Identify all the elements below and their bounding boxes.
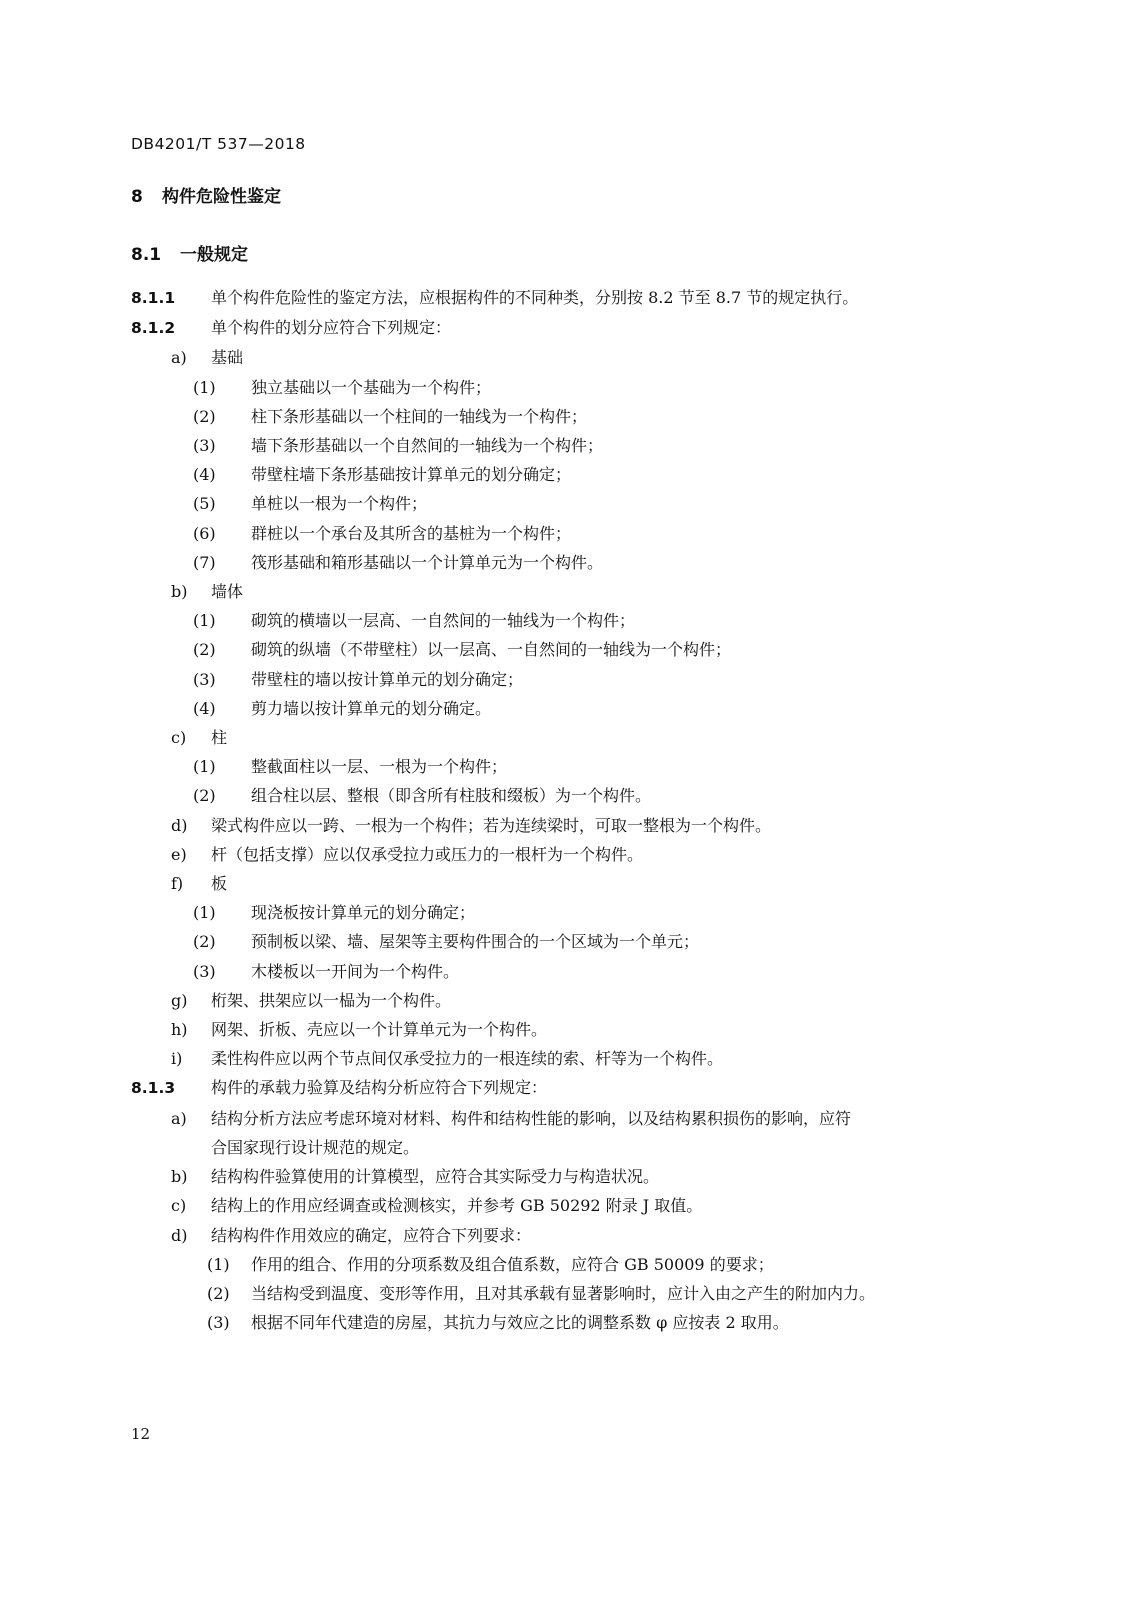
item-marker: b) [171, 1167, 188, 1187]
clause-line [131, 1073, 1011, 1103]
item-marker: i) [171, 1049, 183, 1069]
item-text: 网架、折板、壳应以一个计算单元为一个构件。 [211, 1020, 548, 1040]
subsection-heading [131, 240, 248, 265]
item-marker: (1) [193, 377, 216, 397]
list-item [131, 489, 1011, 518]
list-item [131, 665, 1011, 694]
clause-line [131, 313, 1011, 343]
list-item [131, 402, 1011, 431]
list-item [131, 1308, 1011, 1337]
item-marker: a) [171, 1108, 187, 1128]
item-marker: (3) [193, 436, 216, 456]
subsection-number: 8.1 [131, 245, 162, 265]
list-item [131, 927, 1011, 956]
list-item [131, 373, 1011, 402]
item-text: 合国家现行设计规范的规定。 [211, 1137, 420, 1157]
list-item [131, 1104, 1011, 1133]
list-item [131, 460, 1011, 489]
item-text: 组合柱以层、整根（即含所有柱肢和缀板）为一个构件。 [251, 786, 652, 806]
list-item [131, 1162, 1011, 1191]
item-text: 木楼板以一开间为一个构件。 [251, 961, 460, 981]
item-marker: (3) [193, 961, 216, 981]
item-text: 板 [211, 874, 228, 894]
item-marker: (4) [193, 465, 216, 485]
item-text: 结构构件作用效应的确定，应符合下列要求： [211, 1225, 532, 1245]
list-item [131, 986, 1011, 1015]
item-text: 墙体 [211, 582, 244, 602]
item-text: 单个构件危险性的鉴定方法，应根据构件的不同种类，分别按 8.2 节至 8.7 节的规定执行。 [211, 288, 859, 307]
clause-number: 8.1.3 [131, 1079, 176, 1098]
item-text: 当结构受到温度、变形等作用，且对其承载有显著影响时，应计入由之产生的附加内力。 [251, 1283, 876, 1303]
section-heading [131, 182, 281, 207]
list-item [131, 1221, 1011, 1250]
section-title: 构件危险性鉴定 [162, 187, 281, 207]
list-item [131, 752, 1011, 781]
section-number: 8 [131, 187, 143, 207]
item-marker: (2) [193, 406, 216, 426]
list-item [131, 635, 1011, 664]
item-marker: g) [171, 990, 188, 1010]
item-text: 作用的组合、作用的分项系数及组合值系数，应符合 GB 50009 的要求； [251, 1254, 774, 1274]
item-marker: (5) [193, 494, 216, 514]
list-item [131, 781, 1011, 810]
item-text: 预制板以梁、墙、屋架等主要构件围合的一个区域为一个单元； [251, 932, 700, 952]
item-marker: b) [171, 582, 188, 602]
clause-number: 8.1.2 [131, 319, 176, 338]
item-marker: (1) [193, 757, 216, 777]
item-text: 单个构件的划分应符合下列规定： [211, 318, 452, 338]
list-item [131, 1015, 1011, 1044]
item-text: 整截面柱以一层、一根为一个构件； [251, 757, 508, 777]
item-text: 构件的承载力验算及结构分析应符合下列规定： [211, 1078, 548, 1098]
clause-number: 8.1.1 [131, 289, 176, 307]
item-marker: (1) [207, 1254, 230, 1274]
item-text: 根据不同年代建造的房屋，其抗力与效应之比的调整系数 φ 应按表 2 取用。 [251, 1313, 789, 1333]
item-text: 单桩以一根为一个构件； [251, 494, 428, 514]
item-text: 砌筑的横墙以一层高、一自然间的一轴线为一个构件； [251, 611, 636, 631]
item-marker: (3) [207, 1313, 230, 1333]
subsection-title: 一般规定 [180, 245, 248, 265]
item-marker: (1) [193, 903, 216, 923]
item-text: 桁架、拱架应以一榀为一个构件。 [211, 990, 452, 1010]
item-marker: (2) [193, 786, 216, 806]
list-item [131, 1279, 1011, 1308]
document-code-header: DB4201/T 537—2018 [131, 135, 306, 153]
item-text: 柱 [211, 728, 228, 748]
item-marker: e) [171, 844, 187, 864]
item-marker: (1) [193, 611, 216, 631]
list-item [131, 1133, 1011, 1162]
item-marker: (2) [193, 640, 216, 660]
item-text: 墙下条形基础以一个自然间的一轴线为一个构件； [251, 436, 604, 456]
item-text: 带壁柱墙下条形基础按计算单元的划分确定； [251, 465, 572, 485]
item-text: 结构上的作用应经调查或检测核实，并参考 GB 50292 附录 J 取值。 [211, 1196, 703, 1216]
item-text: 独立基础以一个基础为一个构件； [251, 377, 492, 397]
item-marker: c) [171, 1196, 187, 1216]
list-item [131, 519, 1011, 548]
item-text: 结构构件验算使用的计算模型，应符合其实际受力与构造状况。 [211, 1167, 660, 1187]
item-text: 柔性构件应以两个节点间仅承受拉力的一根连续的索、杆等为一个构件。 [211, 1049, 724, 1069]
item-marker: a) [171, 348, 187, 368]
item-marker: d) [171, 815, 188, 835]
list-item [131, 577, 1011, 606]
item-marker: h) [171, 1020, 188, 1040]
list-item [131, 811, 1011, 840]
list-item [131, 957, 1011, 986]
list-item [131, 548, 1011, 577]
item-marker: (7) [193, 552, 216, 572]
item-marker: f) [171, 874, 184, 894]
item-marker: (6) [193, 523, 216, 543]
item-text: 带壁柱的墙以按计算单元的划分确定； [251, 669, 524, 689]
list-item [131, 840, 1011, 869]
item-marker: (2) [207, 1283, 230, 1303]
item-marker: c) [171, 728, 187, 748]
list-item [131, 694, 1011, 723]
item-marker: (3) [193, 669, 216, 689]
list-item [131, 343, 1011, 372]
item-marker: (4) [193, 698, 216, 718]
item-text: 柱下条形基础以一个柱间的一轴线为一个构件； [251, 406, 588, 426]
clause-list [131, 283, 1011, 1337]
item-text: 剪力墙以按计算单元的划分确定。 [251, 698, 492, 718]
item-text: 砌筑的纵墙（不带壁柱）以一层高、一自然间的一轴线为一个构件； [251, 640, 732, 660]
list-item [131, 1191, 1011, 1220]
item-marker: (2) [193, 932, 216, 952]
item-text: 杆（包括支撑）应以仅承受拉力或压力的一根杆为一个构件。 [211, 844, 644, 864]
list-item [131, 1044, 1011, 1073]
clause-line [131, 283, 1011, 313]
item-text: 群桩以一个承台及其所含的基桩为一个构件； [251, 523, 572, 543]
list-item [131, 606, 1011, 635]
list-item [131, 898, 1011, 927]
page-number: 12 [131, 1425, 151, 1443]
item-text: 筏形基础和箱形基础以一个计算单元为一个构件。 [251, 552, 604, 572]
item-text: 梁式构件应以一跨、一根为一个构件；若为连续梁时，可取一整根为一个构件。 [211, 815, 772, 835]
list-item [131, 869, 1011, 898]
list-item [131, 431, 1011, 460]
item-text: 现浇板按计算单元的划分确定； [251, 903, 476, 923]
item-marker: d) [171, 1225, 188, 1245]
list-item [131, 1250, 1011, 1279]
item-text: 结构分析方法应考虑环境对材料、构件和结构性能的影响，以及结构累积损伤的影响，应符 [211, 1108, 852, 1128]
list-item [131, 723, 1011, 752]
item-text: 基础 [211, 348, 244, 368]
